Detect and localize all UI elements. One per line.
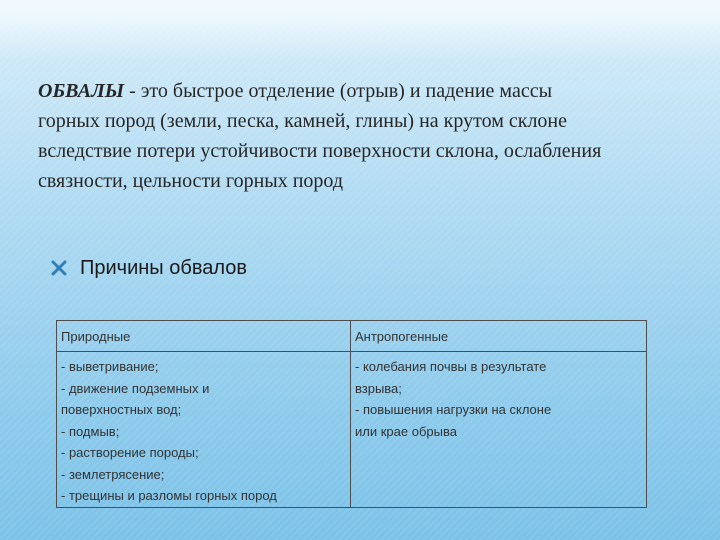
- x-mark-icon: [50, 259, 68, 277]
- bullet-item-causes: [50, 254, 247, 282]
- background-glow: [0, 0, 720, 60]
- natural-cause-line: - подмыв;: [61, 423, 120, 439]
- causes-table: [56, 320, 647, 508]
- anthropogenic-causes-cell: [351, 352, 647, 508]
- natural-causes-cell: [57, 352, 351, 508]
- anthropogenic-cause-line: или крае обрыва: [355, 423, 457, 439]
- definition-text: - это быстрое отделение (отрыв) и падение массы горных пород (земли, песка, камней, глины) на крутом склоне вследствие потери устойчивости поверхности склона, ослабления связности, цельности горных пород: [38, 80, 602, 192]
- table-row: [57, 352, 647, 508]
- natural-cause-line: поверхностных вод;: [61, 402, 182, 417]
- definition-paragraph: [38, 76, 618, 196]
- natural-cause-line: - движение подземных и: [61, 380, 210, 396]
- header-natural: Природные: [57, 321, 351, 352]
- table-header-row: [57, 321, 647, 352]
- natural-cause-line: - выветривание;: [61, 359, 159, 374]
- header-anthropogenic: Антропогенные: [351, 321, 647, 352]
- anthropogenic-cause-line: - колебания почвы в результате: [355, 359, 547, 374]
- anthropogenic-cause-line: взрыва;: [355, 380, 402, 396]
- anthropogenic-cause-line: - повышения нагрузки на склоне: [355, 402, 552, 417]
- natural-cause-line: - землетрясение;: [61, 466, 165, 482]
- natural-cause-line: - растворение породы;: [61, 445, 199, 460]
- definition-term: ОБВАЛЫ: [38, 80, 125, 102]
- bullet-label: Причины обвалов: [80, 256, 247, 279]
- natural-cause-line: - трещины и разломы горных пород: [61, 488, 277, 503]
